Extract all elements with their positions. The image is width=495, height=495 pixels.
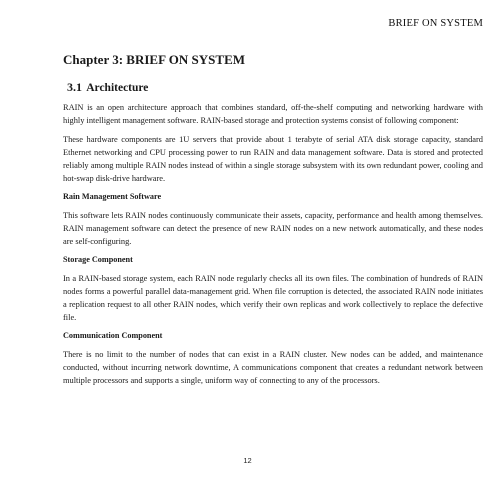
subsection-text-storage: In a RAIN-based storage system, each RAIN node regularly checks all its own files. The combination of hundreds of RAIN nodes forms a powerful parallel data-management grid. When file corruption is detected, the associated RAIN node initiates a replication request to all other RAIN nodes, which verify their own replicas and work collectively to replace the defective file. — [63, 274, 483, 322]
hardware-paragraph: These hardware components are 1U servers that provide about 1 terabyte of serial ATA disk storage capacity, standard Ethernet networking and CPU processing power to run RAIN and data management software. Data is stored and protected reliably among multiple RAIN nodes instead of within a single storage subsystem with its own redundant power, cooling and hot-swap disk-drive hardware. — [63, 135, 483, 183]
page-content — [63, 52, 483, 393]
subsection-text-management: This software lets RAIN nodes continuously communicate their assets, capacity, performance and health among themselves. RAIN management software can detect the presence of new RAIN nodes on a new network automatically, and these nodes are self-configuring. — [63, 211, 483, 246]
running-header: BRIEF ON SYSTEM — [388, 18, 483, 29]
intro-paragraph: RAIN is an open architecture approach that combines standard, off-the-shelf computing and networking hardware with highly intelligent management software. RAIN-based storage and protection systems consist of following component: — [63, 103, 483, 125]
section-title — [67, 80, 483, 95]
section-number: 3.1 — [67, 80, 82, 94]
subsection-heading-management: Rain Management Software — [63, 192, 162, 201]
page-number: 12 — [243, 456, 252, 465]
subsection-text-communication: There is no limit to the number of nodes that can exist in a RAIN cluster. New nodes can be added, and maintenance conducted, without incurring network downtime, A communications component that creates a redundant network between multiple processors and supports a single, uniform way of connecting to any of the processors. — [63, 350, 483, 385]
subsection-heading-communication: Communication Component — [63, 331, 163, 340]
chapter-title: Chapter 3: BRIEF ON SYSTEM — [63, 52, 246, 67]
section-title-text: Architecture — [86, 82, 149, 94]
subsection-heading-storage: Storage Component — [63, 255, 133, 264]
